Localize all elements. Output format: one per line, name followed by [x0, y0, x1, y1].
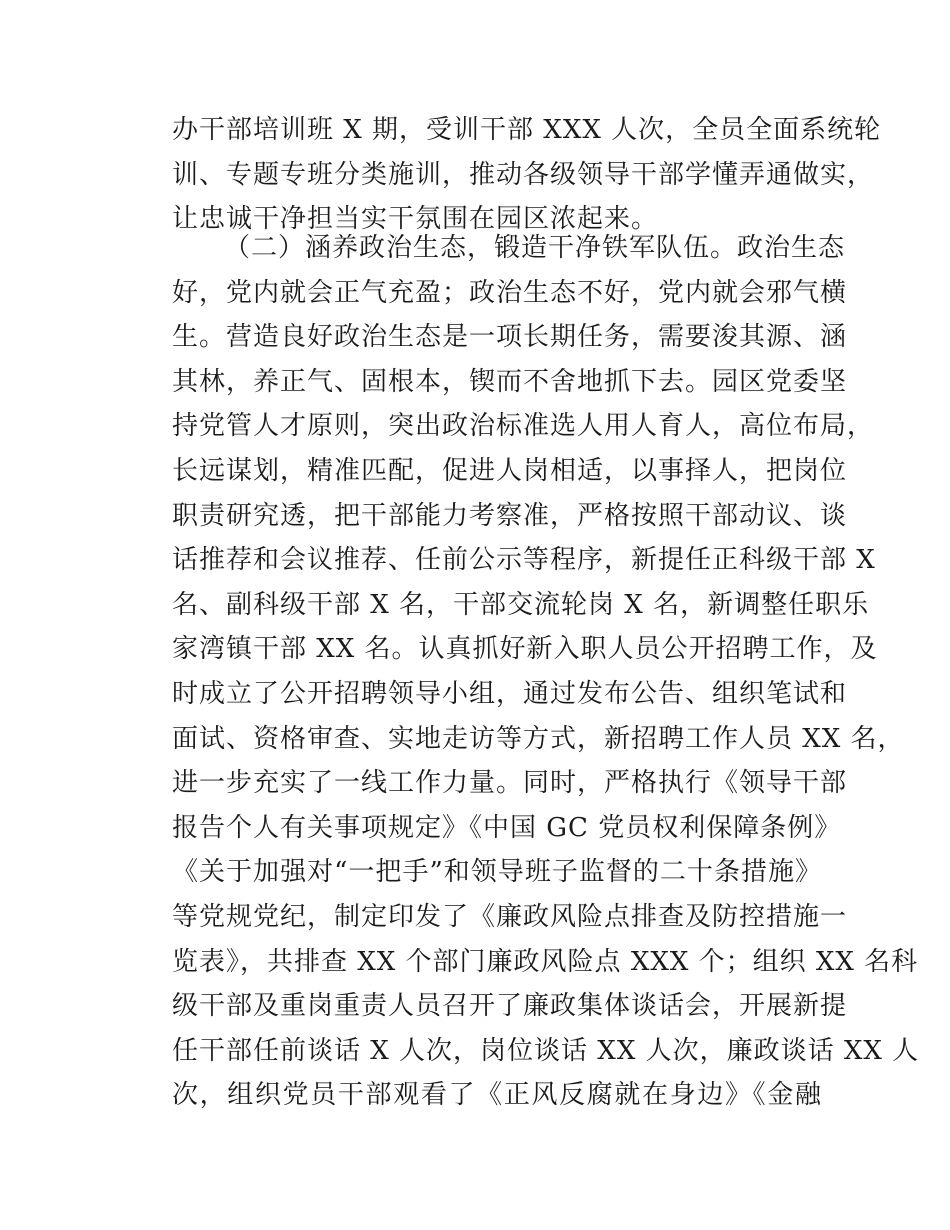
text-line: 办干部培训班 X 期，受训干部 XXX 人次，全员全面系统轮 [172, 115, 882, 145]
text-line: 让忠诚干净担当实干氛围在园区浓起来。 [172, 204, 659, 235]
text-line: 任干部任前谈话 X 人次，岗位谈话 XX 人次，廉政谈话 XX 人 [172, 1035, 920, 1066]
text-line: 进一步充实了一线工作力量。同时，严格执行《领导干部 [172, 768, 848, 799]
text-line: 名、副科级干部 X 名，干部交流轮岗 X 名，新调整任职乐 [172, 589, 870, 620]
text-line: 长远谋划，精准匹配，促进人岗相适，以事择人，把岗位 [172, 455, 848, 486]
text-line: 家湾镇干部 XX 名。认真抓好新入职人员公开招聘工作，及 [172, 634, 878, 665]
text-line: 其林，养正气、固根本，锲而不舍地抓下去。园区党委坚 [172, 366, 848, 397]
text-line: 生。营造良好政治生态是一项长期任务，需要浚其源、涵 [172, 322, 848, 353]
text-line: 级干部及重岗重责人员召开了廉政集体谈话会，开展新提 [172, 991, 848, 1022]
text-line: 话推荐和会议推荐、任前公示等程序，新提任正科级干部 X [172, 545, 876, 576]
text-line: 面试、资格审查、实地走访等方式，新招聘工作人员 XX 名， [172, 723, 905, 754]
text-line: 持党管人才原则，突出政治标准选人用人育人，高位布局， [172, 411, 875, 442]
text-line: 览表》，共排查 XX 个部门廉政风险点 XXX 个；组织 XX 名科 [172, 946, 919, 977]
text-line: 《关于加强对“一把手”和领导班子监督的二十条措施》 [172, 857, 822, 888]
section-heading-line: （二）涵养政治生态，锻造干净铁军队伍。政治生态 [224, 233, 846, 263]
paragraph-training [172, 108, 882, 242]
text-line: 等党规党纪，制定印发了《廉政风险点排查及防控措施一 [172, 901, 848, 932]
text-line: 好，党内就会正气充盈；政治生态不好，党内就会邪气横 [172, 277, 848, 308]
paragraph-political-ecology [172, 226, 920, 1118]
text-line: 次，组织党员干部观看了《正风反腐就在身边》《金融 [172, 1080, 822, 1111]
text-line: 训、专题专班分类施训，推动各级领导干部学懂弄通做实， [172, 159, 875, 190]
text-line: 职责研究透，把干部能力考察准，严格按照干部动议、谈 [172, 500, 848, 531]
text-line: 时成立了公开招聘领导小组，通过发布公告、组织笔试和 [172, 678, 848, 709]
text-line: 报告个人有关事项规定》《中国 GC 党员权利保障条例》 [172, 812, 842, 843]
